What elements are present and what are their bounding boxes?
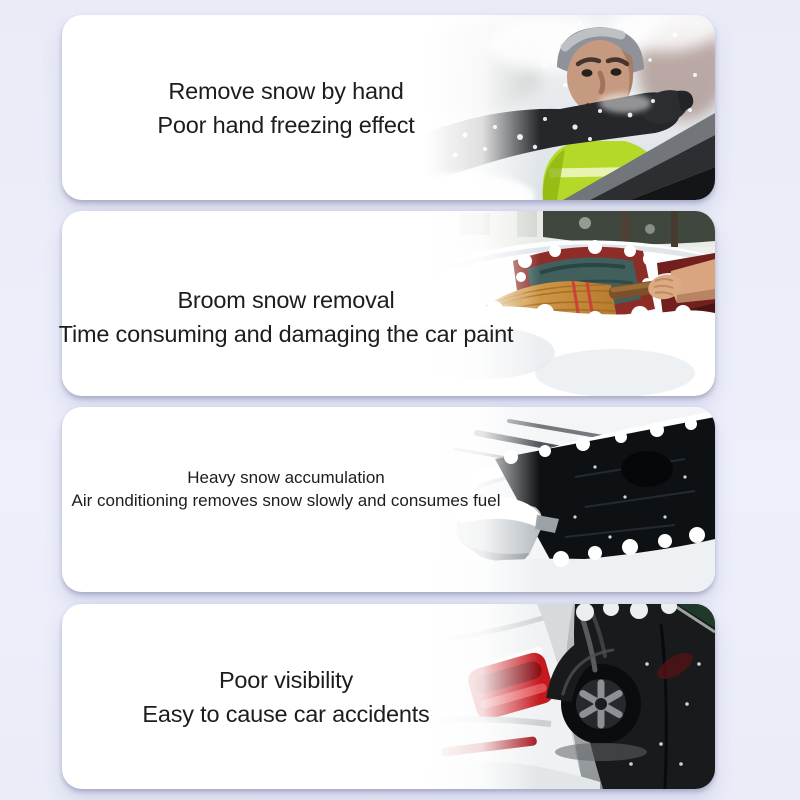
card-text-block bbox=[62, 15, 510, 200]
card-subtitle: Time consuming and damaging the car paint bbox=[58, 320, 514, 347]
benefit-card-hand-removal bbox=[62, 15, 715, 200]
wheel-shadow bbox=[555, 743, 647, 761]
card-title: Heavy snow accumulation bbox=[187, 467, 385, 487]
card-title: Remove snow by hand bbox=[168, 77, 404, 104]
benefit-card-accident bbox=[62, 604, 715, 789]
card-subtitle: Poor hand freezing effect bbox=[157, 111, 415, 138]
card-subtitle: Air conditioning removes snow slowly and consumes fuel bbox=[71, 490, 501, 510]
card-text-block bbox=[62, 604, 510, 789]
card-text-block bbox=[58, 224, 514, 409]
card-title: Poor visibility bbox=[218, 666, 354, 693]
card-subtitle: Easy to cause car accidents bbox=[142, 700, 430, 727]
benefit-card-broom-removal bbox=[58, 211, 715, 396]
card-text-block bbox=[62, 396, 510, 581]
benefit-card-heavy-snow bbox=[62, 407, 715, 592]
card-title: Broom snow removal bbox=[177, 286, 395, 313]
